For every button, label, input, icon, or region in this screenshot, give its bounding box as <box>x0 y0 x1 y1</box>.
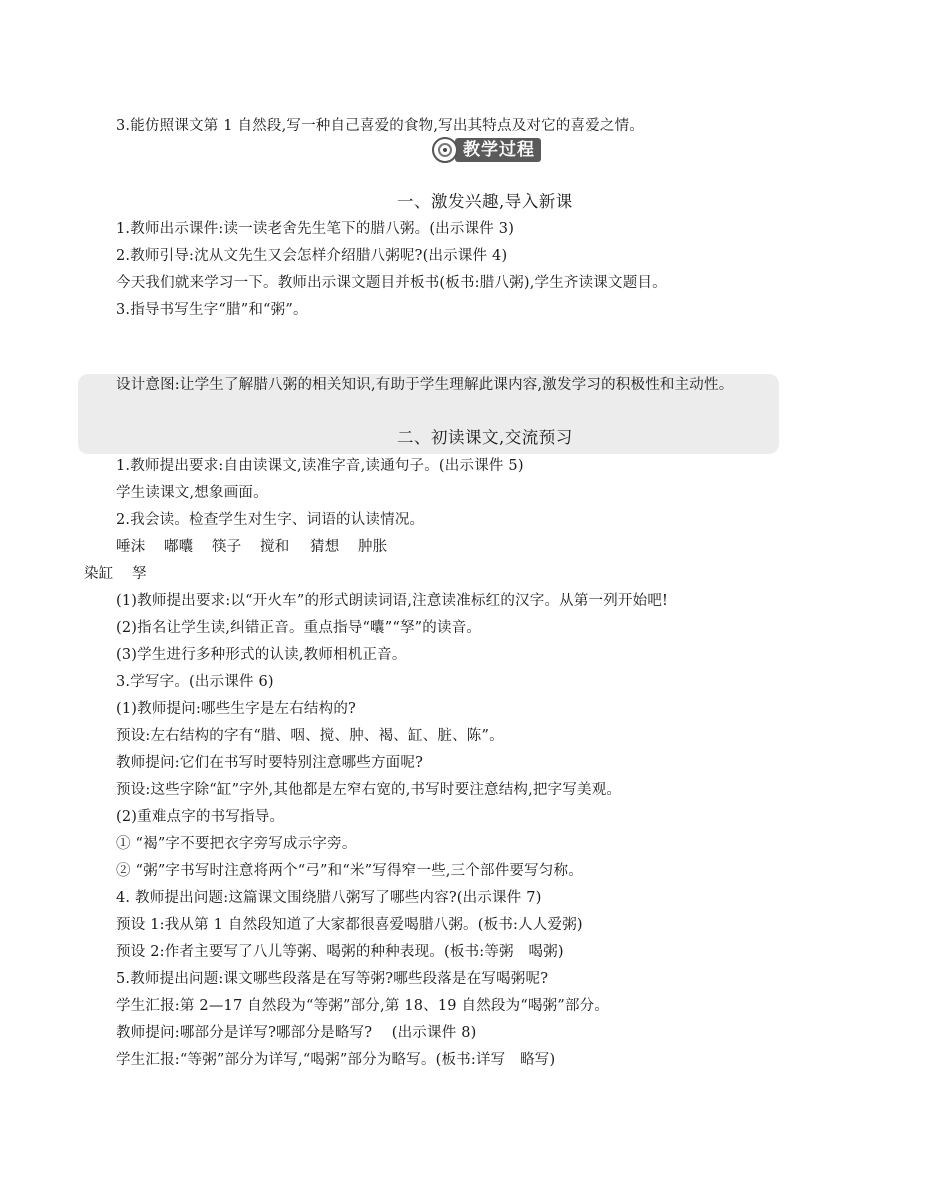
vocab-word: 唾沫 <box>116 539 146 555</box>
vocab-word: 孥 <box>132 566 147 582</box>
teaching-process-banner <box>432 137 550 163</box>
design-intent: 设计意图:让学生了解腊八粥的相关知识,有助于学生理解此课内容,激发学习的积极性和主动性。 <box>116 377 734 393</box>
section2-line: 预设 2:作者主要写了八儿等粥、喝粥的种种表现。(板书:等粥 喝粥) <box>116 944 564 960</box>
objective-3: 3.能仿照课文第 1 自然段,写一种自己喜爱的食物,写出其特点及对它的喜爱之情。 <box>116 118 644 134</box>
vocab-word: 筷子 <box>212 539 242 555</box>
section2-line: 2.我会读。检查学生对生字、词语的认读情况。 <box>116 512 425 528</box>
section2-line: (1)教师提问:哪些生字是左右结构的? <box>116 701 356 717</box>
section2-line: (1)教师提出要求:以“开火车”的形式朗读词语,注意读准标红的汉字。从第一列开始吧! <box>116 593 669 609</box>
section2-line: 学生汇报:“等粥”部分为详写,“喝粥”部分为略写。(板书:详写 略写) <box>116 1052 556 1068</box>
section2-line: 教师提问:哪部分是详写?哪部分是略写? (出示课件 8) <box>116 1025 477 1041</box>
section2-line: (2)指名让学生读,纠错正音。重点指导“囔”“孥”的读音。 <box>116 620 482 636</box>
section2-line: ② “粥”字书写时注意将两个“弓”和“米”写得窄一些,三个部件要写匀称。 <box>116 863 583 879</box>
section2-line: (3)学生进行多种形式的认读,教师相机正音。 <box>116 647 407 663</box>
section2-line: 4. 教师提出问题:这篇课文围绕腊八粥写了哪些内容?(出示课件 7) <box>116 890 542 906</box>
section1-line: 今天我们就来学习一下。教师出示课文题目并板书(板书:腊八粥),学生齐读课文题目。 <box>116 275 667 291</box>
vocab-word: 搅和 <box>260 539 290 555</box>
section2-line: 1.教师提出要求:自由读课文,读准字音,读通句子。(出示课件 5) <box>116 458 524 474</box>
section2-line: 预设:这些字除“缸”字外,其他都是左窄右宽的,书写时要注意结构,把字写美观。 <box>116 782 622 798</box>
section1-line: 3.指导书写生字“腊”和“粥”。 <box>116 302 308 318</box>
vocab-word: 染缸 <box>84 566 114 582</box>
vocab-word: 嘟囔 <box>164 539 194 555</box>
section2-line: 5.教师提出问题:课文哪些段落是在写等粥?哪些段落是在写喝粥呢? <box>116 971 549 987</box>
section1-line: 1.教师出示课件:读一读老舍先生笔下的腊八粥。(出示课件 3) <box>116 221 515 237</box>
section2-line: ① “褐”字不要把衣字旁写成示字旁。 <box>116 836 357 852</box>
section2-line: 3.学写字。(出示课件 6) <box>116 674 274 690</box>
section2-heading: 二、初读课文,交流预习 <box>397 428 573 447</box>
vocab-word: 肿胀 <box>358 539 388 555</box>
section2-line: 预设:左右结构的字有“腊、咽、搅、肿、褐、缸、脏、陈”。 <box>116 728 504 744</box>
section2-line: 教师提问:它们在书写时要特别注意哪些方面呢? <box>116 755 424 771</box>
vocab-word: 猜想 <box>310 539 340 555</box>
section1-heading: 一、激发兴趣,导入新课 <box>397 192 573 211</box>
target-icon <box>432 137 458 163</box>
vocab-row-2 <box>84 564 147 584</box>
banner-title: 教学过程 <box>455 138 541 162</box>
section2-line: 学生读课文,想象画面。 <box>116 485 268 501</box>
section2-line: 学生汇报:第 2—17 自然段为“等粥”部分,第 18、19 自然段为“喝粥”部分。 <box>116 998 610 1014</box>
section2-line: (2)重难点字的书写指导。 <box>116 809 285 825</box>
section1-line: 2.教师引导:沈从文先生又会怎样介绍腊八粥呢?(出示课件 4) <box>116 248 508 264</box>
section2-line: 预设 1:我从第 1 自然段知道了大家都很喜爱喝腊八粥。(板书:人人爱粥) <box>116 917 583 933</box>
vocab-row-1 <box>116 537 387 557</box>
